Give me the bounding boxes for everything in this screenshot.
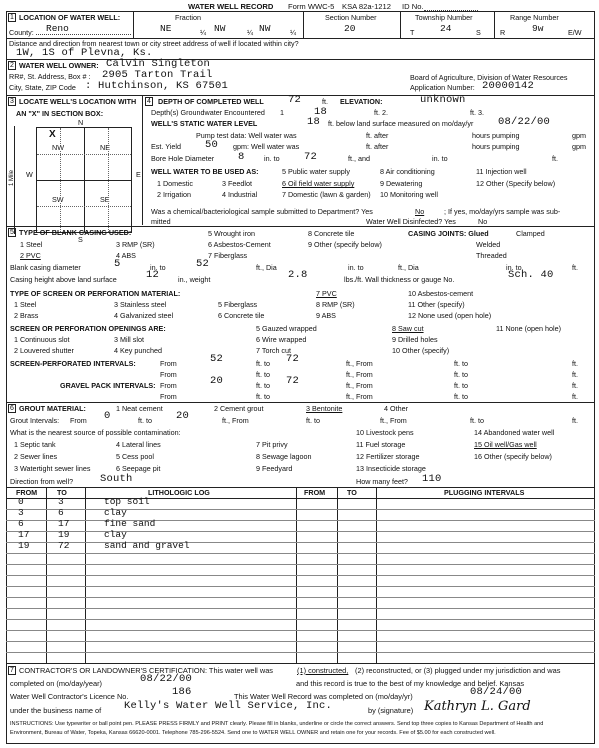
casing-fiberglass[interactable]: 7 Fiberglass bbox=[208, 251, 248, 260]
west-label: W bbox=[26, 170, 33, 179]
screen-other[interactable]: 11 Other (specify) bbox=[408, 300, 465, 309]
ft-label: ft. bbox=[322, 97, 328, 106]
use-domestic[interactable]: 1 Domestic bbox=[157, 179, 193, 188]
in-weight: in., weight bbox=[178, 275, 211, 284]
yield-label: Est. Yield bbox=[151, 142, 181, 151]
to-label: ft. to bbox=[256, 370, 270, 379]
screen-galvanized[interactable]: 4 Galvanized steel bbox=[114, 311, 174, 320]
ft-label: ft. bbox=[572, 416, 578, 425]
log-row-rule bbox=[6, 652, 595, 653]
casing-height-label: Casing height above land surface bbox=[10, 275, 117, 284]
log-cell-desc: clay bbox=[104, 507, 127, 518]
depth-value: 72 bbox=[288, 94, 302, 106]
county-value: Reno bbox=[46, 23, 69, 34]
grout-cement[interactable]: 2 Cement grout bbox=[214, 404, 264, 413]
sw-label: SW bbox=[52, 195, 64, 204]
static-level-date: 08/22/00 bbox=[498, 116, 551, 128]
screen-asbestos[interactable]: 10 Asbestos-cement bbox=[408, 289, 474, 298]
ft-to: ft. to bbox=[470, 416, 484, 425]
from-label: From bbox=[160, 359, 177, 368]
casing-pvc[interactable]: 2 PVC bbox=[20, 251, 41, 260]
section-number-label: Section Number bbox=[325, 13, 377, 22]
application-label: Application Number: bbox=[410, 83, 475, 92]
casing-other[interactable]: 9 Other (specify below) bbox=[308, 240, 382, 249]
use-dewatering[interactable]: 9 Dewatering bbox=[380, 179, 423, 188]
township-t: T bbox=[410, 28, 415, 37]
section-6-number: 6 bbox=[8, 404, 16, 413]
joint-threaded[interactable]: Threaded bbox=[476, 251, 507, 260]
quarter-mark: ¼ bbox=[290, 28, 296, 37]
bore-to: 72 bbox=[304, 151, 318, 163]
casing-concrete[interactable]: 8 Concrete tile bbox=[308, 229, 355, 238]
ft-from: ft., From bbox=[346, 381, 373, 390]
section-box[interactable] bbox=[36, 127, 132, 233]
in-to: in. to bbox=[348, 263, 364, 272]
log-cell-from: 19 bbox=[18, 540, 30, 551]
wall-thickness-label: lbs./ft. Wall thickness or gauge No. bbox=[344, 275, 455, 284]
chem-sample-no[interactable]: No bbox=[415, 207, 425, 216]
ft-label: ft. bbox=[572, 381, 578, 390]
contam-other[interactable]: 16 Other (specify below) bbox=[474, 452, 552, 461]
contam-watertight[interactable]: 3 Watertight sewer lines bbox=[14, 464, 91, 473]
log-row-rule bbox=[6, 531, 595, 532]
opening-torch[interactable]: 7 Torch cut bbox=[256, 346, 292, 355]
direction-value: South bbox=[100, 473, 133, 485]
casing-steel[interactable]: 1 Steel bbox=[20, 240, 43, 249]
chem-sample-label: Was a chemical/bacteriological sample submitted to Department? Yes bbox=[151, 207, 373, 216]
distance-label: Distance and direction from nearest town or city street address of well if located within city? bbox=[9, 39, 299, 48]
county-label: County: bbox=[9, 28, 34, 37]
grout-bentonite[interactable]: 3 Bentonite bbox=[306, 404, 343, 413]
log-cell-to: 19 bbox=[58, 529, 70, 540]
after-label: ft. after bbox=[366, 131, 389, 140]
after-label: ft. after bbox=[366, 142, 389, 151]
yield-gpm: gpm: Well water was bbox=[233, 142, 300, 151]
section-1-number: 1 bbox=[8, 13, 16, 22]
signature-label: by (signature) bbox=[368, 706, 414, 715]
owner-value: Calvin Singleton bbox=[106, 58, 211, 70]
log-cell-to: 72 bbox=[58, 540, 70, 551]
bore-diameter: 8 bbox=[238, 151, 245, 163]
grout-intervals-label: Grout Intervals: bbox=[10, 416, 60, 425]
in-to: in. to bbox=[432, 154, 448, 163]
city-value: : Hutchinson, KS 67501 bbox=[85, 80, 229, 92]
ft-from: ft., From bbox=[346, 370, 373, 379]
log-row-rule bbox=[6, 608, 595, 609]
gravel-to: 72 bbox=[286, 375, 300, 387]
section-number: 20 bbox=[344, 23, 356, 34]
license-label: Water Well Contractor's Licence No. bbox=[10, 692, 129, 701]
township-value: 24 bbox=[440, 23, 452, 34]
form-number: Form WWC-5 bbox=[288, 2, 335, 11]
screen-abs[interactable]: 9 ABS bbox=[316, 311, 336, 320]
log-row-rule bbox=[6, 641, 595, 642]
from-label: From bbox=[160, 381, 177, 390]
form-title: WATER WELL RECORD bbox=[188, 2, 274, 11]
log-header-to: TO bbox=[57, 488, 67, 497]
distance-value: 1W, 1S of Plevna, Ks. bbox=[16, 47, 153, 59]
yield-value: 50 bbox=[205, 139, 219, 151]
ft-dia: ft., Dia bbox=[256, 263, 277, 272]
record-date: 08/24/00 bbox=[470, 686, 523, 698]
east-label: E bbox=[136, 170, 141, 179]
range-label: Range Number bbox=[510, 13, 559, 22]
fraction-label: Fraction bbox=[175, 13, 201, 22]
screen-from: 52 bbox=[210, 353, 224, 365]
in-to: in. to bbox=[506, 263, 522, 272]
instructions-line-2: Environment, Bureau of Water, Topeka, Kansas 66620-0001. Telephone 785-296-5524. Send one to WATER WELL OWNER and retain one for your records. Fee of $5.00 for each constructed well. bbox=[10, 730, 496, 736]
fraction-1: NE bbox=[160, 23, 172, 34]
use-feedlot[interactable]: 3 Feedlot bbox=[222, 179, 252, 188]
signature: Kathryn L. Gard bbox=[424, 699, 531, 714]
log-row-rule bbox=[6, 564, 595, 565]
feet-value: 110 bbox=[422, 473, 442, 485]
casing-diameter-label: Blank casing diameter bbox=[10, 263, 81, 272]
in-to: in. to bbox=[150, 263, 166, 272]
range-value: 9w bbox=[532, 23, 544, 34]
ft-label: ft. bbox=[572, 370, 578, 379]
contam-cess[interactable]: 5 Cess pool bbox=[116, 452, 154, 461]
gw-1: 1 bbox=[280, 108, 284, 117]
ft-label: ft. bbox=[572, 359, 578, 368]
location-label: LOCATION OF WATER WELL: bbox=[19, 13, 121, 22]
openings-label: SCREEN OR PERFORATION OPENINGS ARE: bbox=[10, 324, 166, 333]
log-cell-to: 6 bbox=[58, 507, 64, 518]
depth-label: DEPTH OF COMPLETED WELL bbox=[158, 97, 264, 106]
ft-from: ft., From bbox=[346, 359, 373, 368]
contam-oil-gas[interactable]: 15 Oil well/Gas well bbox=[474, 440, 537, 449]
submitted-label: mitted bbox=[151, 217, 171, 226]
ft-label: ft. bbox=[552, 154, 558, 163]
joint-welded[interactable]: Welded bbox=[476, 240, 501, 249]
log-cell-from: 17 bbox=[18, 529, 30, 540]
screen-intervals-label: SCREEN-PERFORATED INTERVALS: bbox=[10, 359, 136, 368]
to-label: ft. to bbox=[138, 416, 152, 425]
application-number: 20000142 bbox=[482, 80, 535, 92]
certification-line-2b: and this record is true to the best of my knowledge and belief. Kansas bbox=[296, 679, 525, 688]
disinfected-label: Water Well Disinfected? Yes bbox=[366, 217, 456, 226]
constructed-option[interactable]: (1) constructed, bbox=[297, 666, 349, 675]
to-label: ft. to bbox=[256, 359, 270, 368]
township-s: S bbox=[476, 28, 481, 37]
ft2-label: ft. 2. bbox=[374, 108, 388, 117]
log-header-plugging: PLUGGING INTERVALS bbox=[444, 488, 525, 497]
log-row-rule bbox=[6, 509, 595, 510]
from-label: From bbox=[160, 370, 177, 379]
contamination-label: What is the nearest source of possible contamination: bbox=[10, 428, 181, 437]
log-header-from-2: FROM bbox=[304, 488, 326, 497]
ft-label: ft. bbox=[572, 263, 578, 272]
pump-test-label: Pump test data: Well water was bbox=[196, 131, 297, 140]
section-2-number: 2 bbox=[8, 61, 16, 70]
grout-neat-cement[interactable]: 1 Neat cement bbox=[116, 404, 163, 413]
log-cell-from: 6 bbox=[18, 518, 24, 529]
opening-other[interactable]: 10 Other (specify) bbox=[392, 346, 450, 355]
static-level-desc: ft. below land surface measured on mo/day/yr bbox=[328, 119, 474, 128]
ft3-label: ft. 3. bbox=[470, 108, 484, 117]
certification-line-1: CONTRACTOR'S OR LANDOWNER'S CERTIFICATION: This water well was bbox=[19, 666, 273, 675]
log-cell-desc: clay bbox=[104, 529, 127, 540]
casing-to: 52 bbox=[196, 258, 210, 270]
log-row-rule bbox=[6, 575, 595, 576]
static-level-value: 18 bbox=[307, 116, 321, 128]
contam-feedyard[interactable]: 9 Feedyard bbox=[256, 464, 293, 473]
elevation-label: ELEVATION: bbox=[340, 97, 383, 106]
fraction-2: NW bbox=[214, 23, 226, 34]
feet-label: How many feet? bbox=[356, 477, 408, 486]
to-label: ft. to bbox=[256, 392, 270, 401]
contam-fuel[interactable]: 11 Fuel storage bbox=[356, 440, 406, 449]
ne-label: NE bbox=[100, 143, 110, 152]
use-monitoring[interactable]: 10 Monitoring well bbox=[380, 190, 438, 199]
screen-fiberglass[interactable]: 5 Fiberglass bbox=[218, 300, 258, 309]
opening-gauzed[interactable]: 5 Gauzed wrapped bbox=[256, 324, 317, 333]
casing-diameter: 5 bbox=[114, 258, 121, 270]
gauge-value: Sch. 40 bbox=[508, 269, 554, 281]
screen-rmp[interactable]: 8 RMP (SR) bbox=[316, 300, 355, 309]
screen-concrete[interactable]: 6 Concrete tile bbox=[218, 311, 265, 320]
north-label: N bbox=[78, 118, 84, 127]
opening-saw-cut[interactable]: 8 Saw cut bbox=[392, 324, 424, 333]
license-number: 186 bbox=[172, 686, 192, 698]
to-label: ft. to bbox=[256, 381, 270, 390]
ft-to: ft. to bbox=[306, 416, 320, 425]
elevation-value: unknown bbox=[420, 94, 466, 106]
casing-weight: 2.8 bbox=[288, 269, 308, 281]
casing-type-label: TYPE OF BLANK CASING USED: bbox=[19, 228, 132, 237]
static-level-label: WELL'S STATIC WATER LEVEL bbox=[151, 119, 258, 128]
casing-wrought-iron[interactable]: 5 Wrought iron bbox=[208, 229, 256, 238]
bore-label: Bore Hole Diameter bbox=[151, 154, 215, 163]
use-public[interactable]: 5 Public water supply bbox=[282, 167, 350, 176]
id-label: ID No. bbox=[402, 2, 424, 11]
x-mark: X bbox=[49, 129, 56, 140]
ft-dia: ft., Dia bbox=[398, 263, 419, 272]
groundwater-value: 18 bbox=[314, 106, 328, 118]
locate-label: LOCATE WELL'S LOCATION WITH bbox=[19, 97, 137, 106]
direction-label: Direction from well? bbox=[10, 477, 74, 486]
ft-and: ft., and bbox=[348, 154, 370, 163]
contam-privy[interactable]: 7 Pit privy bbox=[256, 440, 288, 449]
casing-height: 12 bbox=[146, 269, 160, 281]
mile-label: 1 Mile bbox=[9, 169, 16, 187]
screen-to: 72 bbox=[286, 353, 300, 365]
address-label: RR#, St. Address, Box # : bbox=[9, 72, 91, 81]
use-air-conditioning[interactable]: 8 Air conditioning bbox=[380, 167, 435, 176]
use-lawn[interactable]: 7 Domestic (lawn & garden) bbox=[282, 190, 371, 199]
business-name: Kelly's Water Well Service, Inc. bbox=[124, 700, 333, 712]
use-injection[interactable]: 11 Injection well bbox=[476, 167, 527, 176]
contam-insecticide[interactable]: 13 Insecticide storage bbox=[356, 464, 426, 473]
opening-drilled[interactable]: 9 Drilled holes bbox=[392, 335, 438, 344]
business-label: under the business name of bbox=[10, 706, 102, 715]
certification-line-1b: (2) reconstructed, or (3) plugged under my jurisdiction and was bbox=[355, 666, 561, 675]
use-other[interactable]: 12 Other (Specify below) bbox=[476, 179, 556, 188]
log-header-from: FROM bbox=[16, 488, 38, 497]
ft-to: ft. to bbox=[454, 359, 468, 368]
groundwater-label: Depth(s) Groundwater Encountered bbox=[151, 108, 265, 117]
log-row-rule bbox=[6, 586, 595, 587]
ft-from: ft., From bbox=[380, 416, 407, 425]
se-label: SE bbox=[100, 195, 110, 204]
contam-lagoon[interactable]: 8 Sewage lagoon bbox=[256, 452, 312, 461]
gravel-pack-label: GRAVEL PACK INTERVALS: bbox=[60, 381, 156, 390]
opening-key[interactable]: 4 Key punched bbox=[114, 346, 162, 355]
fraction-3: NW bbox=[259, 23, 271, 34]
board-label: Board of Agriculture, Division of Water Resources bbox=[410, 73, 568, 82]
hours-label: hours pumping bbox=[472, 142, 520, 151]
log-cell-desc: top soil bbox=[104, 496, 150, 507]
ft-label: ft. bbox=[572, 392, 578, 401]
gravel-from: 20 bbox=[210, 375, 224, 387]
screen-material-label: TYPE OF SCREEN OR PERFORATION MATERIAL: bbox=[10, 289, 181, 298]
range-ew: E/W bbox=[568, 28, 582, 37]
log-row-rule bbox=[6, 597, 595, 598]
opening-louvered[interactable]: 2 Louvered shutter bbox=[14, 346, 74, 355]
contam-livestock[interactable]: 10 Livestock pens bbox=[356, 428, 414, 437]
section-3-number: 3 bbox=[8, 97, 16, 106]
log-cell-to: 17 bbox=[58, 518, 70, 529]
owner-label: WATER WELL OWNER: bbox=[19, 61, 99, 70]
log-row-rule bbox=[6, 553, 595, 554]
use-oil-field[interactable]: 6 Oil field water supply bbox=[282, 179, 355, 188]
ft-from: ft., From bbox=[346, 392, 373, 401]
screen-steel[interactable]: 1 Steel bbox=[14, 300, 37, 309]
screen-brass[interactable]: 2 Brass bbox=[14, 311, 39, 320]
contam-lateral[interactable]: 4 Lateral lines bbox=[116, 440, 161, 449]
log-cell-desc: sand and gravel bbox=[104, 540, 190, 551]
from-label: From bbox=[160, 392, 177, 401]
log-cell-from: 0 bbox=[18, 496, 24, 507]
ft-to: ft. to bbox=[454, 392, 468, 401]
log-row-rule bbox=[6, 520, 595, 521]
casing-asbestos[interactable]: 6 Asbestos-Cement bbox=[208, 240, 271, 249]
log-cell-from: 3 bbox=[18, 507, 24, 518]
contam-abandoned[interactable]: 14 Abandoned water well bbox=[474, 428, 555, 437]
nw-label: NW bbox=[52, 143, 64, 152]
ft-from: ft., From bbox=[222, 416, 249, 425]
record-completed-label: This Water Well Record was completed on (mo/day/yr) bbox=[234, 692, 413, 701]
section-4-number: 4 bbox=[145, 97, 153, 106]
x-label: AN "X" IN SECTION BOX: bbox=[16, 109, 104, 118]
grout-from: 0 bbox=[104, 410, 111, 422]
log-row-rule bbox=[6, 619, 595, 620]
opening-mill[interactable]: 3 Mill slot bbox=[114, 335, 144, 344]
log-cell-to: 3 bbox=[58, 496, 64, 507]
screen-none[interactable]: 12 None used (open hole) bbox=[408, 311, 492, 320]
ft-to: ft. to bbox=[454, 370, 468, 379]
log-header-to-2: TO bbox=[347, 488, 357, 497]
contam-sewer[interactable]: 2 Sewer lines bbox=[14, 452, 58, 461]
section-5-number: 5 bbox=[8, 228, 16, 237]
south-label: S bbox=[78, 235, 83, 244]
log-row-rule bbox=[6, 630, 595, 631]
use-label: WELL WATER TO BE USED AS: bbox=[151, 167, 259, 176]
address-value: 2905 Tarton Trail bbox=[102, 69, 213, 81]
ft-to: ft. to bbox=[454, 381, 468, 390]
ksa-number: KSA 82a-1212 bbox=[342, 2, 391, 11]
completed-on-label: completed on (mo/day/year) bbox=[10, 679, 103, 688]
casing-joints-label: CASING JOINTS: Glued bbox=[408, 229, 489, 238]
grout-to: 20 bbox=[176, 410, 190, 422]
joint-clamped[interactable]: Clamped bbox=[516, 229, 545, 238]
disinfected-no[interactable]: No bbox=[478, 217, 488, 226]
opening-wire[interactable]: 6 Wire wrapped bbox=[256, 335, 307, 344]
section-7-number: 7 bbox=[8, 666, 16, 675]
in-to: in. to bbox=[264, 154, 280, 163]
log-header-lithologic: LITHOLOGIC LOG bbox=[148, 488, 210, 497]
gpm-label: gpm bbox=[572, 131, 586, 140]
township-label: Township Number bbox=[415, 13, 473, 22]
log-cell-desc: fine sand bbox=[104, 518, 156, 529]
use-industrial[interactable]: 4 Industrial bbox=[222, 190, 258, 199]
quarter-mark: ¼ bbox=[200, 28, 206, 37]
contam-fertilizer[interactable]: 12 Fertilizer storage bbox=[356, 452, 420, 461]
contam-seepage[interactable]: 6 Seepage pit bbox=[116, 464, 161, 473]
city-label: City, State, ZIP Code bbox=[9, 83, 76, 92]
instructions-line-1: INSTRUCTIONS: Use typewriter or ball point pen. PLEASE PRESS FIRMLY and PRINT clearly. Please fill in blanks, underline or circle the correct answers. Send top three copies to Kansas Department of Health and bbox=[10, 721, 544, 727]
use-irrigation[interactable]: 2 Irrigation bbox=[157, 190, 191, 199]
casing-abs[interactable]: 4 ABS bbox=[116, 251, 136, 260]
from-label: From bbox=[70, 416, 87, 425]
grout-other[interactable]: 4 Other bbox=[384, 404, 408, 413]
log-row-rule bbox=[6, 542, 595, 543]
completed-date: 08/22/00 bbox=[140, 673, 193, 685]
hours-label: hours pumping bbox=[472, 131, 520, 140]
casing-rmp[interactable]: 3 RMP (SR) bbox=[116, 240, 155, 249]
range-r: R bbox=[500, 28, 506, 37]
contam-septic[interactable]: 1 Septic tank bbox=[14, 440, 56, 449]
screen-stainless[interactable]: 3 Stainless steel bbox=[114, 300, 167, 309]
opening-none[interactable]: 11 None (open hole) bbox=[496, 324, 561, 333]
quarter-mark: ¼ bbox=[247, 28, 253, 37]
screen-pvc[interactable]: 7 PVC bbox=[316, 289, 337, 298]
gpm-label: gpm bbox=[572, 142, 586, 151]
opening-continuous[interactable]: 1 Continuous slot bbox=[14, 335, 70, 344]
grout-label: GROUT MATERIAL: bbox=[19, 404, 86, 413]
chem-sample-tail: ; If yes, mo/day/yrs sample was sub- bbox=[444, 207, 561, 216]
